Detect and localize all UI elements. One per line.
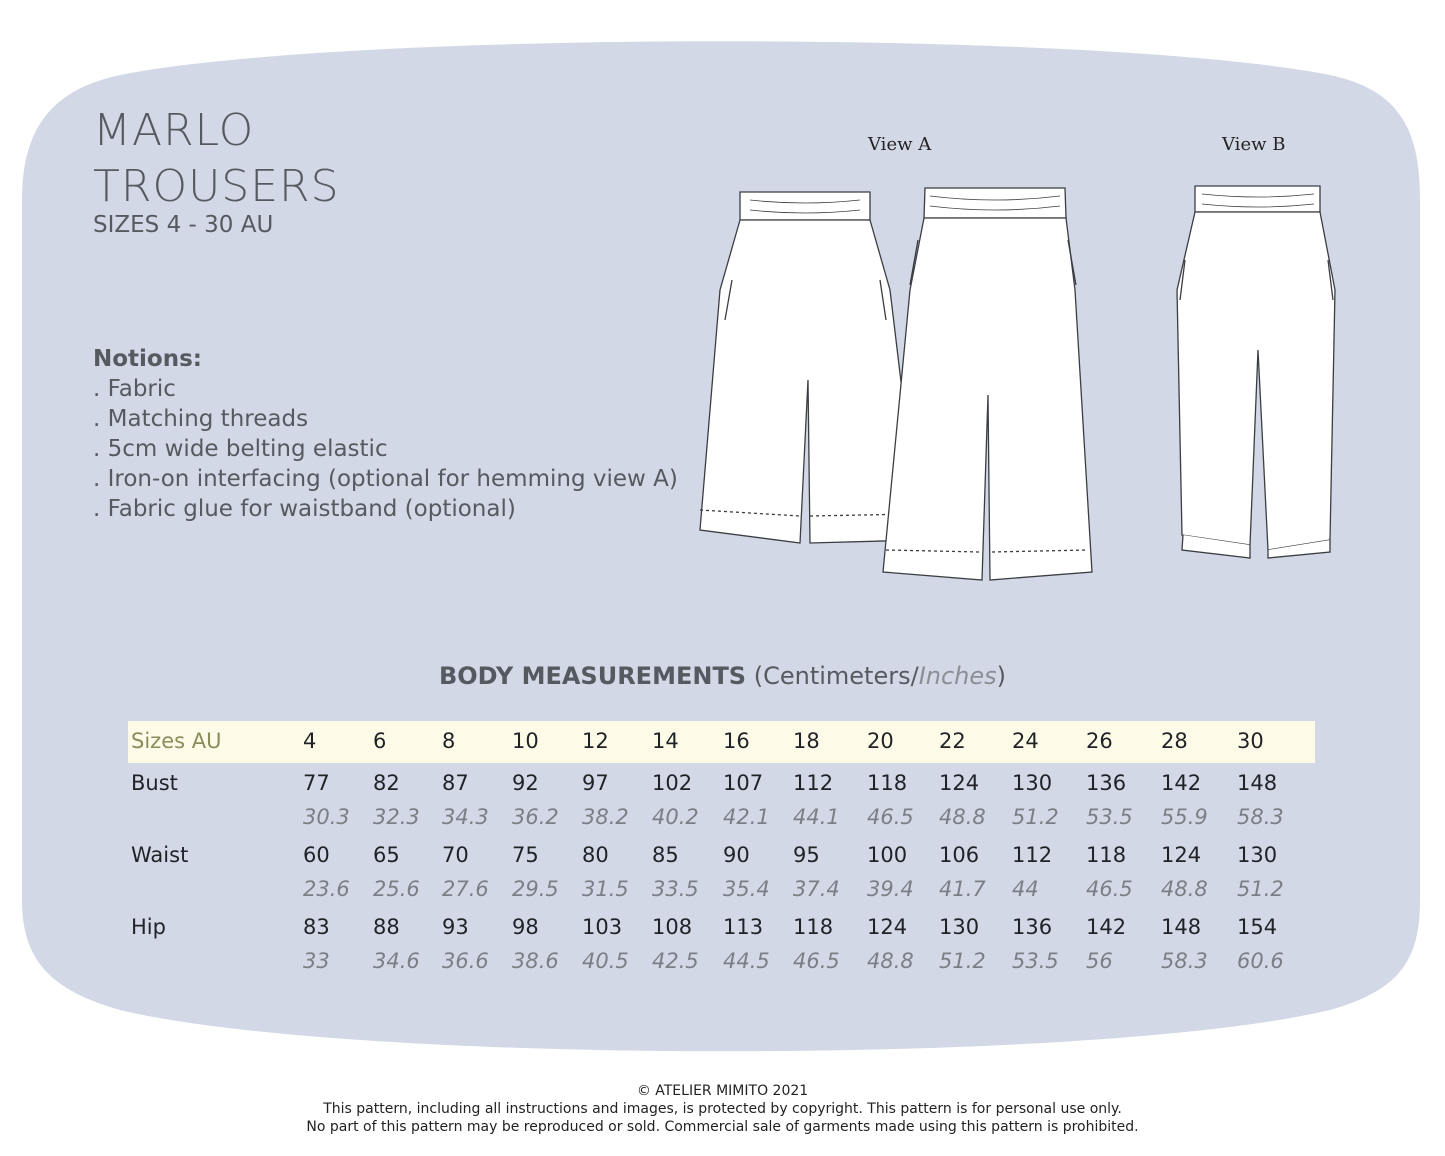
inch-value-cell: 36.2 (512, 805, 559, 829)
inch-value-cell: 31.5 (582, 877, 629, 901)
measurement-row-inches (128, 943, 1315, 979)
garment-illustrations (690, 180, 1350, 590)
inch-value-cell: 41.7 (939, 877, 986, 901)
cm-value-cell: 60 (303, 843, 330, 867)
cm-value-cell: 136 (1012, 915, 1053, 939)
cm-value-cell: 124 (939, 771, 980, 795)
measurement-row-cm (128, 763, 1315, 799)
cm-value-cell: 92 (512, 771, 539, 795)
inch-value-cell: 48.8 (939, 805, 986, 829)
inch-value-cell: 33 (303, 949, 330, 973)
inch-value-cell: 48.8 (1161, 877, 1208, 901)
inch-value-cell: 40.2 (652, 805, 699, 829)
cm-value-cell: 106 (939, 843, 980, 867)
inch-value-cell: 38.2 (582, 805, 629, 829)
inch-value-cell: 48.8 (867, 949, 914, 973)
cm-value-cell: 142 (1161, 771, 1202, 795)
measurements-title-bold: BODY MEASUREMENTS (438, 662, 747, 690)
cm-value-cell: 108 (652, 915, 693, 939)
notion-item: . Fabric (93, 374, 678, 404)
cm-value-cell: 148 (1237, 771, 1278, 795)
footer-line-2: This pattern, including all instructions and images, is protected by copyright. This pattern is for personal use only. (323, 1101, 1122, 1117)
cm-value-cell: 98 (512, 915, 539, 939)
size-header-cell: 22 (939, 729, 966, 753)
inch-value-cell: 53.5 (1086, 805, 1133, 829)
footer-line-1: © ATELIER MIMITO 2021 (636, 1083, 809, 1099)
cm-value-cell: 100 (867, 843, 908, 867)
cm-value-cell: 130 (1237, 843, 1278, 867)
inch-value-cell: 33.5 (652, 877, 699, 901)
measurements-title (0, 662, 1445, 690)
size-header-cell: 30 (1237, 729, 1264, 753)
inch-value-cell: 44 (1012, 877, 1039, 901)
inch-value-cell: 32.3 (373, 805, 420, 829)
inch-value-cell: 44.5 (723, 949, 770, 973)
inch-value-cell: 46.5 (1086, 877, 1133, 901)
inch-value-cell: 36.6 (442, 949, 489, 973)
cm-value-cell: 118 (1086, 843, 1127, 867)
cm-value-cell: 130 (1012, 771, 1053, 795)
view-a-back-trouser-drawing (700, 192, 920, 543)
size-header-cell: 8 (442, 729, 456, 753)
inch-value-cell: 46.5 (793, 949, 840, 973)
inch-value-cell: 34.3 (442, 805, 489, 829)
view-a-label: View A (868, 134, 932, 155)
measurement-row-inches (128, 871, 1315, 907)
inch-value-cell: 23.6 (303, 877, 350, 901)
view-b-label: View B (1222, 134, 1286, 155)
cm-value-cell: 130 (939, 915, 980, 939)
cm-value-cell: 87 (442, 771, 469, 795)
cm-value-cell: 70 (442, 843, 469, 867)
footer-line-3: No part of this pattern may be reproduced or sold. Commercial sale of garments made using this pattern is prohibited. (306, 1119, 1139, 1135)
inch-value-cell: 25.6 (373, 877, 420, 901)
inch-value-cell: 39.4 (867, 877, 914, 901)
cm-value-cell: 136 (1086, 771, 1127, 795)
cm-value-cell: 77 (303, 771, 330, 795)
cm-value-cell: 80 (582, 843, 609, 867)
cm-value-cell: 124 (1161, 843, 1202, 867)
cm-value-cell: 118 (793, 915, 834, 939)
notion-item: . Matching threads (93, 404, 678, 434)
inch-value-cell: 56 (1086, 949, 1113, 973)
measurement-row-cm (128, 907, 1315, 943)
cm-value-cell: 93 (442, 915, 469, 939)
cm-value-cell: 102 (652, 771, 693, 795)
cm-value-cell: 65 (373, 843, 400, 867)
inch-value-cell: 53.5 (1012, 949, 1059, 973)
measurements-title-inches: Inches (918, 662, 997, 690)
cm-value-cell: 75 (512, 843, 539, 867)
notion-item: . Fabric glue for waistband (optional) (93, 494, 678, 524)
inch-value-cell: 40.5 (582, 949, 629, 973)
notions-block (93, 344, 678, 524)
cm-value-cell: 95 (793, 843, 820, 867)
notions-heading: Notions: (93, 346, 202, 372)
cm-value-cell: 142 (1086, 915, 1127, 939)
size-header-cell: 26 (1086, 729, 1113, 753)
inch-value-cell: 58.3 (1237, 805, 1284, 829)
inch-value-cell: 37.4 (793, 877, 840, 901)
cm-value-cell: 124 (867, 915, 908, 939)
cm-value-cell: 154 (1237, 915, 1278, 939)
measurement-label: Bust (131, 771, 178, 795)
inch-value-cell: 51.2 (939, 949, 986, 973)
cm-value-cell: 113 (723, 915, 764, 939)
inch-value-cell: 51.2 (1237, 877, 1284, 901)
measurements-table (128, 721, 1315, 979)
inch-value-cell: 30.3 (303, 805, 350, 829)
cm-value-cell: 97 (582, 771, 609, 795)
inch-value-cell: 42.5 (652, 949, 699, 973)
size-header-cell: 18 (793, 729, 820, 753)
inch-value-cell: 55.9 (1161, 805, 1208, 829)
cm-value-cell: 112 (1012, 843, 1053, 867)
cm-value-cell: 148 (1161, 915, 1202, 939)
cm-value-cell: 112 (793, 771, 834, 795)
inch-value-cell: 51.2 (1012, 805, 1059, 829)
size-header-cell: 10 (512, 729, 539, 753)
inch-value-cell: 44.1 (793, 805, 840, 829)
cm-value-cell: 83 (303, 915, 330, 939)
pattern-title (93, 103, 340, 215)
sizes-label: Sizes AU (131, 729, 222, 753)
inch-value-cell: 58.3 (1161, 949, 1208, 973)
inch-value-cell: 29.5 (512, 877, 559, 901)
size-header-cell: 6 (373, 729, 387, 753)
cm-value-cell: 107 (723, 771, 764, 795)
inch-value-cell: 34.6 (373, 949, 420, 973)
cm-value-cell: 103 (582, 915, 623, 939)
cm-value-cell: 90 (723, 843, 750, 867)
inch-value-cell: 38.6 (512, 949, 559, 973)
view-b-trouser-drawing (1177, 186, 1335, 558)
notions-list (93, 374, 678, 524)
measurements-title-close: ) (996, 662, 1007, 690)
measurement-row-cm (128, 835, 1315, 871)
title-line-2: TROUSERS (93, 161, 340, 212)
cm-value-cell: 118 (867, 771, 908, 795)
copyright-footer (0, 1082, 1445, 1136)
size-header-cell: 4 (303, 729, 317, 753)
measurement-label: Hip (131, 915, 166, 939)
inch-value-cell: 42.1 (723, 805, 770, 829)
size-header-cell: 24 (1012, 729, 1039, 753)
size-header-cell: 16 (723, 729, 750, 753)
notion-item: . 5cm wide belting elastic (93, 434, 678, 464)
sizes-header-row (128, 721, 1315, 763)
inch-value-cell: 60.6 (1237, 949, 1284, 973)
size-header-cell: 20 (867, 729, 894, 753)
measurement-row-inches (128, 799, 1315, 835)
notion-item: . Iron-on interfacing (optional for hemming view A) (93, 464, 678, 494)
view-a-front-trouser-drawing (883, 188, 1092, 580)
size-header-cell: 28 (1161, 729, 1188, 753)
size-header-cell: 14 (652, 729, 679, 753)
cm-value-cell: 88 (373, 915, 400, 939)
title-line-1: MARLO (93, 105, 255, 156)
size-header-cell: 12 (582, 729, 609, 753)
cm-value-cell: 82 (373, 771, 400, 795)
size-range: SIZES 4 - 30 AU (93, 212, 274, 238)
cm-value-cell: 85 (652, 843, 679, 867)
measurement-label: Waist (131, 843, 189, 867)
inch-value-cell: 27.6 (442, 877, 489, 901)
inch-value-cell: 35.4 (723, 877, 770, 901)
measurements-title-units: (Centimeters/ (746, 662, 919, 690)
inch-value-cell: 46.5 (867, 805, 914, 829)
